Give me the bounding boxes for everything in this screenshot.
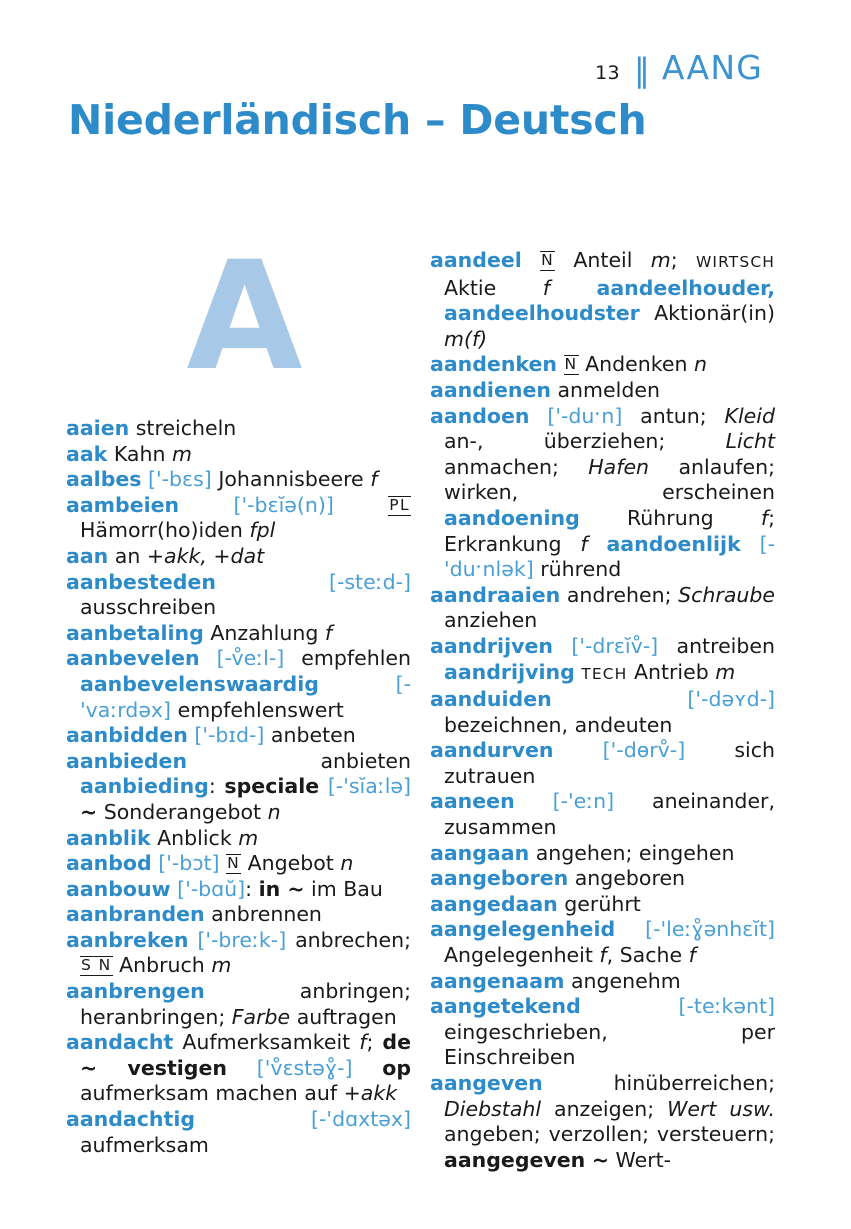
translation: Wert- bbox=[609, 1147, 672, 1172]
translation: antun; bbox=[622, 403, 725, 428]
context-gloss: Diebstahl bbox=[444, 1096, 542, 1121]
dictionary-entry bbox=[66, 877, 411, 903]
translation: anbrennen bbox=[204, 902, 322, 927]
dictionary-entry bbox=[430, 892, 775, 918]
translation: Anbruch bbox=[112, 953, 212, 978]
dictionary-entry bbox=[430, 352, 775, 378]
headword: aanbod bbox=[66, 851, 152, 876]
gender-marker: m bbox=[715, 659, 736, 684]
headword: aan bbox=[66, 543, 109, 568]
dictionary-entry bbox=[66, 723, 411, 749]
dictionary-entry bbox=[430, 994, 775, 1071]
headword: aanbouw bbox=[66, 876, 171, 901]
headword: aandraaien bbox=[430, 582, 561, 607]
pronunciation: ['-breːk-] bbox=[188, 927, 287, 952]
spacer bbox=[550, 276, 597, 300]
collocation: in ~ bbox=[258, 876, 305, 901]
headword: aanbevelen bbox=[66, 646, 200, 671]
translation: bezeichnen, andeuten bbox=[444, 712, 673, 737]
translation: empfehlenswert bbox=[171, 697, 344, 722]
guide-word: AANG bbox=[661, 48, 763, 87]
translation: Johannisbeere bbox=[211, 467, 371, 492]
collocation: de ~ vestigen bbox=[80, 1030, 411, 1080]
translation: angehen; eingehen bbox=[529, 840, 735, 865]
pronunciation: [-teːkənt] bbox=[580, 994, 775, 1019]
collocation: aangegeven bbox=[444, 1147, 586, 1172]
collocation: op bbox=[382, 1055, 411, 1080]
dictionary-entry bbox=[430, 248, 775, 352]
translation: anbeten bbox=[264, 723, 356, 748]
page-title: Niederländisch – Deutsch bbox=[68, 96, 647, 144]
spacer bbox=[522, 248, 540, 272]
gender-marker: f bbox=[542, 275, 550, 300]
translation: angeboren bbox=[568, 866, 686, 891]
headword: aangelegenheid bbox=[430, 917, 616, 942]
translation: Angelegenheit bbox=[444, 943, 600, 968]
headword: aandienen bbox=[430, 377, 551, 402]
translation: sich zutrauen bbox=[444, 738, 776, 788]
entry-list-left bbox=[66, 416, 411, 1158]
dictionary-entry bbox=[430, 738, 775, 789]
gender-marker: m bbox=[211, 953, 232, 978]
run-on-headword: aandoening bbox=[444, 505, 580, 530]
translation: rührend bbox=[533, 557, 622, 582]
gender-marker: f bbox=[599, 943, 607, 968]
pronunciation: [-'duˑnlək] bbox=[444, 531, 775, 582]
translation: eingeschrieben, per Einschreiben bbox=[444, 1019, 775, 1070]
column-right bbox=[430, 248, 775, 1173]
context-gloss: Hafen bbox=[588, 454, 650, 479]
headword: aanbreken bbox=[66, 927, 189, 952]
gender-marker: n bbox=[340, 851, 354, 876]
translation: Kahn bbox=[107, 441, 172, 466]
dictionary-entry bbox=[66, 646, 411, 723]
headword: aangeven bbox=[430, 1071, 543, 1095]
translation: antreiben bbox=[658, 633, 775, 658]
translation: anmachen; bbox=[444, 454, 589, 479]
headword: aak bbox=[66, 441, 108, 466]
translation: Antrieb bbox=[627, 659, 716, 684]
headword: aambeien bbox=[66, 492, 180, 517]
headword: aanbesteden bbox=[66, 569, 216, 594]
translation: Aktie bbox=[444, 275, 543, 300]
context-gloss: Wert usw. bbox=[667, 1096, 775, 1121]
headword: aandeel bbox=[430, 248, 522, 272]
regional-marker: S N bbox=[81, 956, 112, 975]
collocation: speciale bbox=[224, 774, 320, 799]
double-bar-icon: ‖ bbox=[633, 51, 648, 89]
dictionary-entry bbox=[430, 866, 775, 892]
translation: angenehm bbox=[564, 968, 681, 993]
translation: : bbox=[208, 774, 225, 799]
column-left bbox=[66, 248, 411, 1158]
dictionary-entry bbox=[430, 969, 775, 995]
gender-marker: fpl bbox=[249, 518, 276, 543]
headword: aangedaan bbox=[430, 891, 558, 916]
dictionary-entry bbox=[66, 851, 411, 877]
translation: , Sache bbox=[606, 943, 689, 968]
translation: aneinander, zusammen bbox=[444, 789, 776, 840]
translation: Anteil bbox=[555, 248, 651, 272]
translation: aufmerksam bbox=[80, 1132, 209, 1157]
pronunciation: [-'eːn] bbox=[514, 789, 615, 814]
headword: aangetekend bbox=[430, 994, 581, 1019]
translation: Anblick bbox=[150, 825, 239, 850]
pronunciation: [-'dɑxtəx] bbox=[195, 1107, 411, 1132]
headword: aangeboren bbox=[430, 866, 569, 891]
dictionary-entry bbox=[66, 826, 411, 852]
dictionary-entry bbox=[66, 442, 411, 468]
translation: aufmerksam machen auf bbox=[80, 1081, 344, 1106]
pronunciation: [-'leːɣ̊ənhɛĭt] bbox=[615, 917, 775, 942]
page-number: 13 bbox=[595, 62, 620, 84]
headword: aanblik bbox=[66, 825, 151, 850]
run-on-headword: aanbieding bbox=[80, 774, 209, 799]
pronunciation: ['-bɛs] bbox=[141, 467, 212, 492]
gender-marker: m bbox=[171, 441, 192, 466]
translation: Aktionär(in) bbox=[639, 301, 775, 326]
headword: aangenaam bbox=[430, 968, 565, 993]
dictionary-entry bbox=[430, 378, 775, 404]
dictionary-entry bbox=[66, 928, 411, 979]
dictionary-entry bbox=[430, 583, 775, 634]
dictionary-entry bbox=[430, 687, 775, 738]
run-on-headword: aandoenlijk bbox=[606, 531, 741, 556]
headword: aandrijven bbox=[430, 633, 553, 658]
dictionary-entry bbox=[66, 979, 411, 1030]
context-gloss: Schraube bbox=[678, 582, 775, 607]
dictionary-entry bbox=[430, 634, 775, 687]
headword: aangaan bbox=[430, 840, 530, 865]
dictionary-entry bbox=[430, 841, 775, 867]
dictionary-entry bbox=[66, 467, 411, 493]
spacer bbox=[334, 493, 388, 517]
swung-dash: ~ bbox=[80, 799, 98, 824]
dictionary-entry bbox=[430, 917, 775, 968]
translation: empfehlen bbox=[284, 646, 412, 671]
gender-marker: n bbox=[267, 799, 281, 824]
pronunciation: ['-bɛĭə(n)] bbox=[179, 492, 334, 517]
translation: anlaufen; wirken, erscheinen bbox=[444, 454, 775, 505]
dictionary-entry bbox=[66, 749, 411, 826]
translation: Andenken bbox=[578, 352, 694, 377]
translation: an bbox=[108, 543, 147, 568]
headword: aanbieden bbox=[66, 748, 188, 773]
gender-marker: f bbox=[324, 620, 333, 645]
pronunciation: ['-dɵrv̊-] bbox=[553, 738, 686, 763]
context-gloss: Kleid bbox=[724, 403, 775, 428]
dictionary-entry bbox=[66, 570, 411, 621]
pronunciation: ['-bɪd-] bbox=[187, 723, 265, 748]
dictionary-entry bbox=[430, 789, 775, 840]
gender-marker: m(f) bbox=[444, 326, 488, 351]
translation: streicheln bbox=[129, 416, 237, 440]
gender-marker: n bbox=[693, 352, 707, 377]
context-gloss: Farbe bbox=[231, 1004, 291, 1029]
headword: aandoen bbox=[430, 403, 530, 428]
run-on-headword: aandrijving bbox=[444, 659, 575, 684]
run-on-headword: aandeelhouder, bbox=[596, 275, 775, 300]
run-on-headword: aandeelhoudster bbox=[444, 301, 640, 326]
pronunciation: [-steːd-] bbox=[215, 569, 411, 594]
translation: gerührt bbox=[557, 891, 641, 916]
translation: Aufmerksamkeit bbox=[173, 1030, 360, 1055]
headword: aalbes bbox=[66, 467, 142, 492]
pronunciation: ['-bɔt] bbox=[151, 851, 220, 876]
pronunciation: [-'vaːrdəx] bbox=[80, 671, 411, 722]
translation: ausschreiben bbox=[80, 595, 217, 620]
translation: im Bau bbox=[304, 876, 383, 901]
dictionary-entry bbox=[66, 493, 411, 544]
gender-marker: +akk bbox=[343, 1081, 398, 1106]
subject-field-label: WIRTSCH bbox=[695, 253, 775, 271]
headword: aanbrengen bbox=[66, 979, 205, 1004]
headword: aanbidden bbox=[66, 723, 188, 748]
gender-marker: f bbox=[580, 531, 588, 556]
spacer bbox=[353, 1056, 383, 1080]
regional-marker: N bbox=[541, 251, 555, 269]
translation: auftragen bbox=[290, 1004, 397, 1029]
translation: ; bbox=[366, 1030, 383, 1055]
translation: angeben; verzollen; versteuern; bbox=[444, 1122, 775, 1147]
pronunciation: ['-bɑŭ] bbox=[170, 876, 246, 901]
headword: aanbetaling bbox=[66, 620, 204, 645]
dictionary-columns bbox=[0, 248, 851, 1208]
translation: anzeigen; bbox=[541, 1096, 668, 1121]
headword: aanbranden bbox=[66, 902, 205, 927]
headword: aandurven bbox=[430, 738, 554, 763]
running-head bbox=[595, 48, 763, 87]
headword: aandacht bbox=[66, 1030, 174, 1055]
translation: ; bbox=[670, 248, 696, 272]
dictionary-entry bbox=[430, 1071, 775, 1173]
dictionary-entry bbox=[66, 1030, 411, 1107]
translation: : bbox=[245, 876, 259, 901]
translation: Hämorr(ho)iden bbox=[80, 518, 250, 543]
spacer bbox=[588, 532, 607, 556]
headword: aandenken bbox=[430, 352, 558, 377]
translation: anziehen bbox=[444, 608, 538, 633]
regional-marker: N bbox=[564, 355, 578, 374]
section-dropcap-a: A bbox=[186, 248, 303, 404]
gender-marker: m bbox=[650, 248, 671, 272]
entry-list-right bbox=[430, 248, 775, 1173]
pronunciation: [-'sĭaːlə] bbox=[319, 774, 411, 799]
regional-marker: PL bbox=[389, 495, 410, 514]
translation: anmelden bbox=[550, 377, 660, 402]
translation: hinüberreichen; bbox=[542, 1071, 775, 1095]
dictionary-entry bbox=[66, 621, 411, 647]
headword: aaneen bbox=[430, 789, 515, 814]
dictionary-entry bbox=[66, 416, 411, 442]
gender-marker: f bbox=[359, 1030, 367, 1055]
pronunciation: [-v̊eːl-] bbox=[199, 646, 285, 671]
gender-marker: f bbox=[370, 467, 378, 492]
translation: anbringen; heranbringen; bbox=[80, 979, 411, 1029]
swung-dash: ~ bbox=[591, 1147, 609, 1172]
headword: aanduiden bbox=[430, 687, 552, 712]
pronunciation: ['v̊ɛstəɣ̊-] bbox=[226, 1055, 353, 1080]
translation: ; Erkrankung bbox=[444, 505, 775, 556]
dictionary-entry bbox=[430, 404, 775, 583]
gender-marker: f bbox=[760, 505, 769, 530]
pronunciation: ['-duˑn] bbox=[529, 403, 623, 428]
translation: Angebot bbox=[241, 851, 341, 876]
pronunciation: ['-dəʏd-] bbox=[551, 687, 775, 712]
headword: aandachtig bbox=[66, 1107, 196, 1132]
dictionary-entry bbox=[66, 544, 411, 570]
translation: andrehen; bbox=[560, 582, 679, 607]
translation: an-, überziehen; bbox=[444, 429, 726, 454]
gender-marker: +akk, +dat bbox=[146, 543, 265, 568]
translation: Anzahlung bbox=[203, 620, 325, 645]
gender-marker: f bbox=[688, 943, 696, 968]
translation: anbieten bbox=[187, 748, 411, 773]
headword: aaien bbox=[66, 416, 130, 440]
translation: Sonderangebot bbox=[97, 799, 268, 824]
run-on-headword: aanbevelenswaardig bbox=[80, 671, 319, 696]
translation: Rührung bbox=[579, 505, 761, 530]
pronunciation: ['-drɛĭv̊-] bbox=[552, 633, 659, 658]
gender-marker: m bbox=[238, 825, 259, 850]
dictionary-entry bbox=[66, 902, 411, 928]
translation: anbrechen; bbox=[286, 927, 411, 952]
regional-marker: N bbox=[227, 854, 241, 873]
context-gloss: Licht bbox=[725, 429, 775, 454]
dictionary-entry bbox=[66, 1107, 411, 1158]
subject-field-label: TECH bbox=[581, 664, 628, 683]
